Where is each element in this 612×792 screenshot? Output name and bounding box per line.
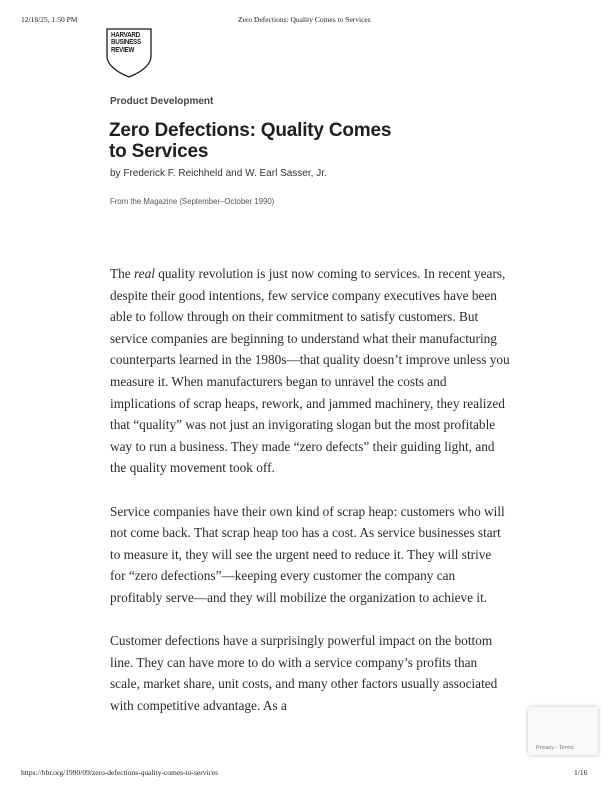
print-url: https://hbr.org/1990/09/zero-defections-quality-comes-to-services xyxy=(21,768,219,777)
article-category[interactable]: Product Development xyxy=(110,96,214,107)
emphasis-real: real xyxy=(134,266,155,281)
hbr-logo[interactable] xyxy=(106,28,152,78)
print-footer xyxy=(0,768,612,780)
logo-line-review: REVIEW xyxy=(111,44,135,54)
logo-line-harvard: HARVARD xyxy=(111,30,140,39)
print-header xyxy=(0,15,612,27)
article-byline: by Frederick F. Reichheld and W. Earl Sasser, Jr. xyxy=(110,168,327,179)
article-body xyxy=(110,263,510,738)
logo-line-business: BUSINESS xyxy=(111,37,141,47)
recaptcha-privacy-terms-link[interactable]: Privacy - Terms xyxy=(536,745,574,751)
logo-wordmark xyxy=(111,31,141,53)
print-page-number: 1/16 xyxy=(574,768,588,777)
print-page-title: Zero Defections: Quality Comes to Services xyxy=(238,15,371,24)
recaptcha-badge[interactable] xyxy=(528,707,598,755)
print-datetime: 12/18/25, 1:50 PM xyxy=(21,15,78,24)
article-source: From the Magazine (September–October 1990) xyxy=(110,197,275,206)
paragraph-1: The real quality revolution is just now coming to services. In recent years, despite their good intentions, few service company executives have been able to follow through on their commitment to satisfy customers. But service companies are beginning to understand what their manufacturing counterparts learned in the 1980s—that quality doesn’t improve unless you measure it. When manufacturers began to unravel the costs and implications of scrap heaps, rework, and jammed machinery, they realized that “quality” was not just an invigorating slogan but the most profitable way to run a business. They made “zero defects” their guiding light, and the quality movement took off. xyxy=(110,266,510,476)
article-title: Zero Defections: Quality Comes to Services xyxy=(109,120,392,162)
paragraph-3: Customer defections have a surprisingly powerful impact on the bottom line. They can have more to do with a service company’s profits than scale, market share, unit costs, and many other factors usually associated with competitive advantage. As a xyxy=(110,633,498,713)
paragraph-2: Service companies have their own kind of scrap heap: customers who will not come back. That scrap heap too has a cost. As service businesses start to measure it, they will see the urgent need to reduce it. They will strive for “zero defections”—keeping every customer the company can profitably serve—and they will mobilize the organization to achieve it. xyxy=(110,503,505,605)
